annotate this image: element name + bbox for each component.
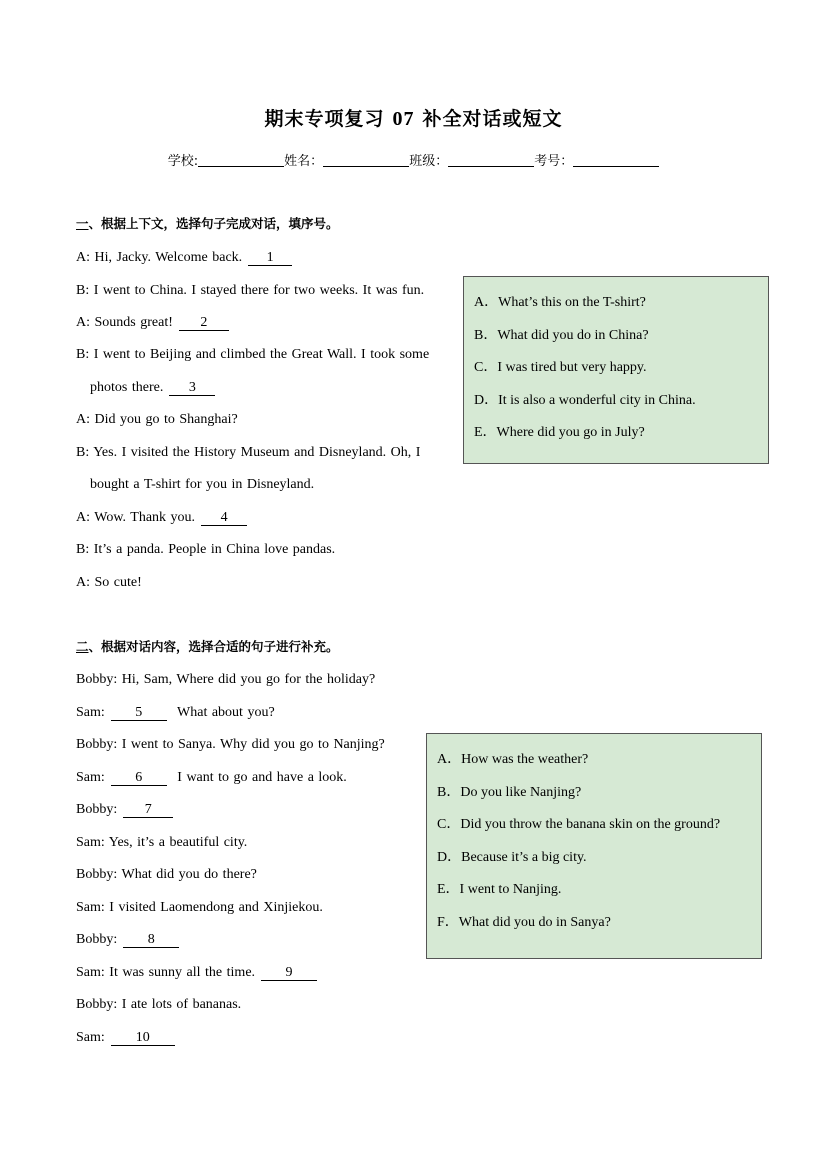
answer-blank[interactable]: 2	[179, 316, 229, 331]
school-blank[interactable]	[198, 152, 284, 167]
title-main: 期末专项复习	[264, 108, 385, 130]
dialogue-line	[76, 802, 173, 818]
page-title	[0, 104, 827, 131]
answer-blank[interactable]: 6	[111, 771, 167, 786]
dialogue-text: B: It’s a panda. People in China love pandas.	[76, 542, 336, 557]
dialogue-text: Bobby: Hi, Sam, Where did you go for the holiday?	[76, 672, 376, 687]
dialogue-text: Sam: It was sunny all the time.	[76, 965, 256, 980]
option-item: C．I was tired but very happy.	[474, 360, 647, 375]
option-item: D．It is also a wonderful city in China.	[474, 392, 696, 408]
answer-blank[interactable]: 7	[123, 803, 173, 818]
section2-heading	[76, 637, 339, 655]
title-number: 07	[392, 108, 415, 130]
dialogue-line	[76, 705, 275, 721]
dialogue-line	[76, 672, 375, 688]
dialogue-line	[76, 867, 257, 883]
section1-options-box	[463, 276, 769, 464]
dialogue-text: photos there.	[90, 380, 164, 395]
dialogue-line	[90, 477, 314, 493]
class-blank[interactable]	[448, 152, 534, 167]
dialogue-text: A: Sounds great!	[76, 315, 173, 330]
dialogue-line	[76, 900, 323, 916]
dialogue-text: Sam:	[76, 770, 105, 785]
dialogue-text: Bobby:	[76, 932, 118, 947]
dialogue-line	[76, 965, 317, 981]
dialogue-text: Bobby: What did you do there?	[76, 867, 257, 882]
dialogue-line	[90, 380, 215, 396]
answer-blank[interactable]: 4	[201, 511, 247, 526]
option-item: A．How was the weather?	[437, 752, 589, 767]
option-item: F．What did you do in Sanya?	[437, 914, 611, 930]
dialogue-line	[76, 315, 229, 331]
class-label: 班级：	[409, 154, 449, 169]
name-blank[interactable]	[323, 152, 409, 167]
dialogue-line	[76, 737, 385, 753]
dialogue-line	[76, 510, 247, 526]
answer-blank[interactable]: 10	[111, 1031, 175, 1046]
dialogue-text: A: Hi, Jacky. Welcome back.	[76, 250, 243, 265]
dialogue-text-after: I want to go and have a look.	[172, 770, 347, 785]
option-item: B．What did you do in China?	[474, 327, 649, 343]
answer-blank[interactable]: 8	[123, 933, 179, 948]
dialogue-line	[76, 932, 179, 948]
dialogue-text: Sam:	[76, 1030, 105, 1045]
dialogue-text: A: Wow. Thank you.	[76, 510, 196, 525]
dialogue-text: Bobby:	[76, 802, 118, 817]
section1-heading	[76, 214, 339, 232]
dialogue-line	[76, 835, 247, 851]
dialogue-text-after: What about you?	[172, 705, 275, 720]
dialogue-text: B: I went to China. I stayed there for two weeks. It was fun.	[76, 283, 425, 298]
dialogue-line	[76, 250, 292, 266]
answer-blank[interactable]: 3	[169, 381, 215, 396]
dialogue-line	[76, 283, 424, 299]
dialogue-line	[76, 542, 335, 558]
dialogue-text: A: So cute!	[76, 575, 142, 590]
section2-heading-number: 二	[76, 639, 89, 654]
option-item: E．Where did you go in July?	[474, 425, 645, 440]
dialogue-text: Sam:	[76, 705, 105, 720]
option-item: A．What’s this on the T-shirt?	[474, 295, 646, 310]
section1-heading-number: 一	[76, 216, 89, 231]
section2-heading-text: 、根据对话内容，选择合适的句子进行补充。	[88, 639, 339, 654]
dialogue-text: A: Did you go to Shanghai?	[76, 412, 238, 427]
dialogue-text: Sam: Yes, it’s a beautiful city.	[76, 835, 248, 850]
answer-blank[interactable]: 1	[248, 251, 292, 266]
dialogue-line	[76, 445, 420, 461]
dialogue-text: B: I went to Beijing and climbed the Great Wall. I took some	[76, 347, 430, 362]
section1-heading-text: 、根据上下文，选择句子完成对话，填序号。	[88, 216, 339, 231]
number-label: 考号：	[534, 154, 574, 169]
option-item: E．I went to Nanjing.	[437, 882, 562, 897]
option-item: D．Because it’s a big city.	[437, 849, 587, 865]
option-item: B．Do you like Nanjing?	[437, 784, 582, 800]
dialogue-text: bought a T-shirt for you in Disneyland.	[90, 477, 315, 492]
answer-blank[interactable]: 9	[261, 966, 317, 981]
dialogue-line	[76, 575, 142, 591]
title-sub: 补全对话或短文	[422, 108, 563, 130]
dialogue-text: Sam: I visited Laomendong and Xinjiekou.	[76, 900, 323, 915]
dialogue-text: Bobby: I went to Sanya. Why did you go to Nanjing?	[76, 737, 385, 752]
dialogue-text: B: Yes. I visited the History Museum and Disneyland. Oh, I	[76, 445, 421, 460]
dialogue-line	[76, 1030, 175, 1046]
dialogue-line	[76, 770, 347, 786]
dialogue-text: Bobby: I ate lots of bananas.	[76, 997, 242, 1012]
dialogue-line	[76, 997, 241, 1013]
number-blank[interactable]	[573, 152, 659, 167]
name-label: 姓名：	[284, 154, 324, 169]
option-item: C．Did you throw the banana skin on the ground?	[437, 817, 721, 832]
student-info-row	[0, 150, 827, 169]
dialogue-line	[76, 412, 238, 428]
dialogue-line	[76, 347, 429, 363]
school-label: 学校:	[167, 154, 199, 169]
answer-blank[interactable]: 5	[111, 706, 167, 721]
section2-options-box	[426, 733, 762, 959]
